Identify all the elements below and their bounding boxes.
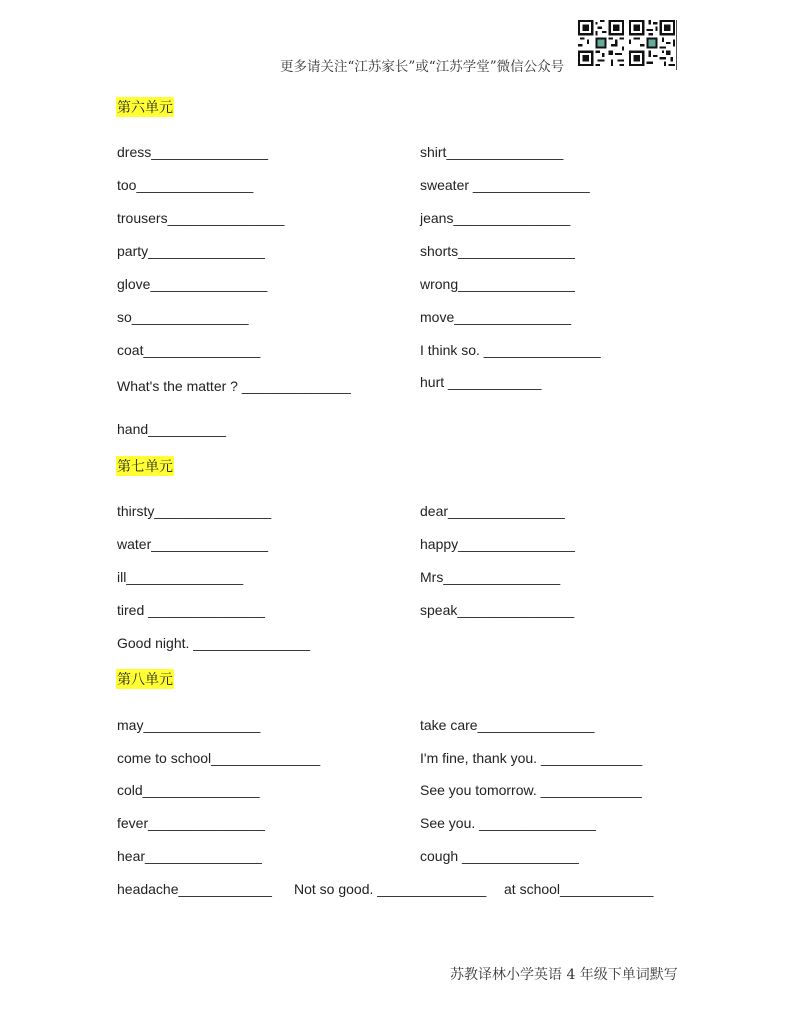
vocab-item: so_______________ (117, 309, 249, 325)
vocab-item: party_______________ (117, 243, 265, 259)
vocab-item: shirt_______________ (420, 144, 564, 160)
vocab-item: water_______________ (117, 536, 269, 552)
vocab-item: thirsty_______________ (117, 503, 272, 519)
vocab-item: at school____________ (504, 881, 654, 897)
vocab-item: See you. _______________ (420, 815, 596, 831)
footer-title: 苏教译林小学英语 4 年级下单词默写 (450, 967, 678, 983)
vocab-item: speak_______________ (420, 602, 575, 618)
vocab-item: I think so. _______________ (420, 342, 601, 358)
qr-code-icon (578, 20, 624, 66)
vocab-item: Good night. _______________ (117, 635, 311, 651)
vocab-item: Mrs_______________ (420, 569, 561, 585)
vocab-item: hear_______________ (117, 848, 262, 864)
vocab-item: What's the matter ? ______________ (117, 378, 351, 394)
vocab-item: headache____________ (117, 881, 272, 897)
vocab-item: move_______________ (420, 309, 572, 325)
vocab-item: coat_______________ (117, 342, 261, 358)
unit-8-title: 第八单元 (117, 671, 173, 687)
unit-7-title: 第七单元 (117, 458, 173, 474)
header-divider (676, 20, 677, 70)
vocab-item: wrong_______________ (420, 276, 575, 292)
vocab-item: may_______________ (117, 717, 261, 733)
vocab-item: tired _______________ (117, 602, 265, 618)
vocab-item: See you tomorrow. _____________ (420, 782, 642, 798)
vocab-item: dear_______________ (420, 503, 565, 519)
vocab-item: glove_______________ (117, 276, 268, 292)
vocab-item: happy_______________ (420, 536, 575, 552)
vocab-item: cold_______________ (117, 782, 260, 798)
vocab-item: I'm fine, thank you. _____________ (420, 750, 643, 766)
vocab-item: Not so good. ______________ (294, 881, 487, 897)
vocab-item: dress_______________ (117, 144, 269, 160)
unit-6-title: 第六单元 (117, 99, 173, 115)
vocab-item: too_______________ (117, 177, 254, 193)
vocab-item: take care_______________ (420, 717, 595, 733)
vocab-item: ill_______________ (117, 569, 244, 585)
header-notice: 更多请关注“江苏家长”或“江苏学堂”微信公众号 (280, 59, 565, 75)
vocab-item: come to school______________ (117, 750, 321, 766)
vocab-item: hurt ____________ (420, 374, 542, 390)
qr-code-icon (629, 20, 675, 66)
vocab-item: fever_______________ (117, 815, 265, 831)
vocab-item: sweater _______________ (420, 177, 590, 193)
vocab-item: trousers_______________ (117, 210, 285, 226)
vocab-item: hand__________ (117, 421, 227, 437)
vocab-item: shorts_______________ (420, 243, 575, 259)
vocab-item: cough _______________ (420, 848, 579, 864)
vocab-item: jeans_______________ (420, 210, 571, 226)
